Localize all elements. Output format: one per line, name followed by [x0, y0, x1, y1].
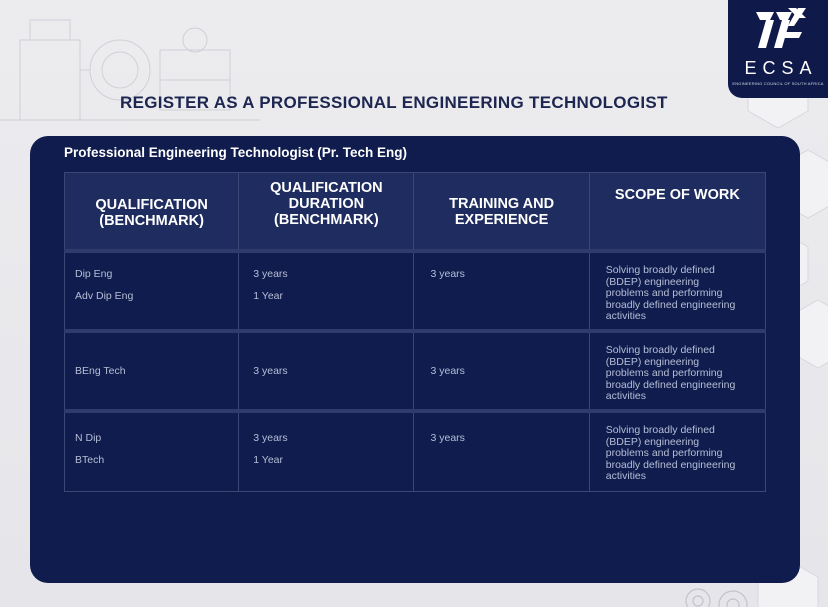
qualification-cell — [65, 251, 239, 331]
scope-text — [606, 413, 755, 483]
duration-cell — [239, 331, 414, 411]
scope-line: Solving broadly defined — [605, 264, 715, 276]
header-line: EXPERIENCE — [454, 212, 549, 228]
header-line: SCOPE OF WORK — [614, 187, 740, 203]
scope-line: Solving broadly defined — [605, 344, 715, 356]
scope-line: activities — [605, 470, 646, 482]
duration-cell — [239, 251, 414, 331]
scope-line: problems and performing — [605, 287, 723, 299]
scope-text — [606, 253, 755, 323]
page-title: REGISTER AS A PROFESSIONAL ENGINEERING TECHNOLOGIST — [120, 93, 668, 112]
ecsa-logo-icon — [752, 6, 808, 54]
duration-value: 1 Year — [253, 454, 284, 466]
qualification-name: N Dip — [75, 432, 102, 444]
header-line: (BENCHMARK) — [99, 213, 204, 229]
engineering-sketch-decoration — [0, 0, 260, 140]
qualification-cell — [65, 411, 239, 491]
duration-value: 3 years — [253, 365, 288, 377]
table-header-row — [65, 173, 766, 252]
header-qualification — [65, 173, 239, 252]
scope-line: activities — [605, 390, 646, 402]
scope-cell — [589, 251, 765, 331]
scope-line: (BDEP) engineering — [605, 275, 700, 288]
header-line: DURATION — [288, 196, 365, 212]
panel-title: Professional Engineering Technologist (Pr. Tech Eng) — [64, 145, 408, 160]
duration-cell — [239, 411, 414, 491]
scope-line: activities — [605, 310, 646, 322]
qualification-name: BEng Tech — [75, 365, 126, 377]
duration-value: 3 years — [253, 268, 288, 280]
scope-line: broadly defined engineering — [605, 458, 736, 471]
scope-line: (BDEP) engineering — [605, 435, 700, 448]
scope-line: Solving broadly defined — [605, 424, 715, 436]
ecsa-logo — [728, 0, 828, 98]
scope-line: broadly defined engineering — [605, 378, 736, 391]
qualification-name: Adv Dip Eng — [75, 290, 134, 302]
header-line: (BENCHMARK) — [274, 212, 379, 228]
qualification-name: BTech — [75, 454, 105, 466]
table-row — [65, 331, 766, 411]
table-row — [65, 411, 766, 491]
scope-line: problems and performing — [605, 447, 723, 459]
header-line: TRAINING AND — [449, 196, 555, 212]
training-value: 3 years — [430, 268, 465, 280]
header-training — [414, 173, 589, 252]
gear-decoration-icon — [678, 579, 768, 607]
duration-value: 1 Year — [253, 290, 284, 302]
qualification-name: Dip Eng — [75, 268, 113, 280]
header-scope — [589, 173, 765, 252]
table-row — [65, 251, 766, 331]
header-duration — [239, 173, 414, 252]
training-cell — [414, 251, 589, 331]
logo-name: ECSA — [744, 58, 818, 78]
training-cell — [414, 411, 589, 491]
qualification-table — [64, 172, 766, 492]
training-value: 3 years — [430, 432, 465, 444]
scope-line: problems and performing — [605, 367, 723, 379]
registration-panel — [30, 136, 800, 583]
header-line: QUALIFICATION — [270, 180, 383, 196]
qualification-cell — [65, 331, 239, 411]
training-value: 3 years — [430, 365, 465, 377]
scope-text — [606, 333, 755, 403]
scope-cell — [589, 411, 765, 491]
scope-line: (BDEP) engineering — [605, 355, 700, 368]
duration-value: 3 years — [253, 432, 288, 444]
training-cell — [414, 331, 589, 411]
header-line: QUALIFICATION — [95, 197, 208, 213]
scope-line: broadly defined engineering — [605, 298, 736, 311]
logo-subtitle: ENGINEERING COUNCIL OF SOUTH AFRICA — [732, 81, 824, 86]
scope-cell — [589, 331, 765, 411]
